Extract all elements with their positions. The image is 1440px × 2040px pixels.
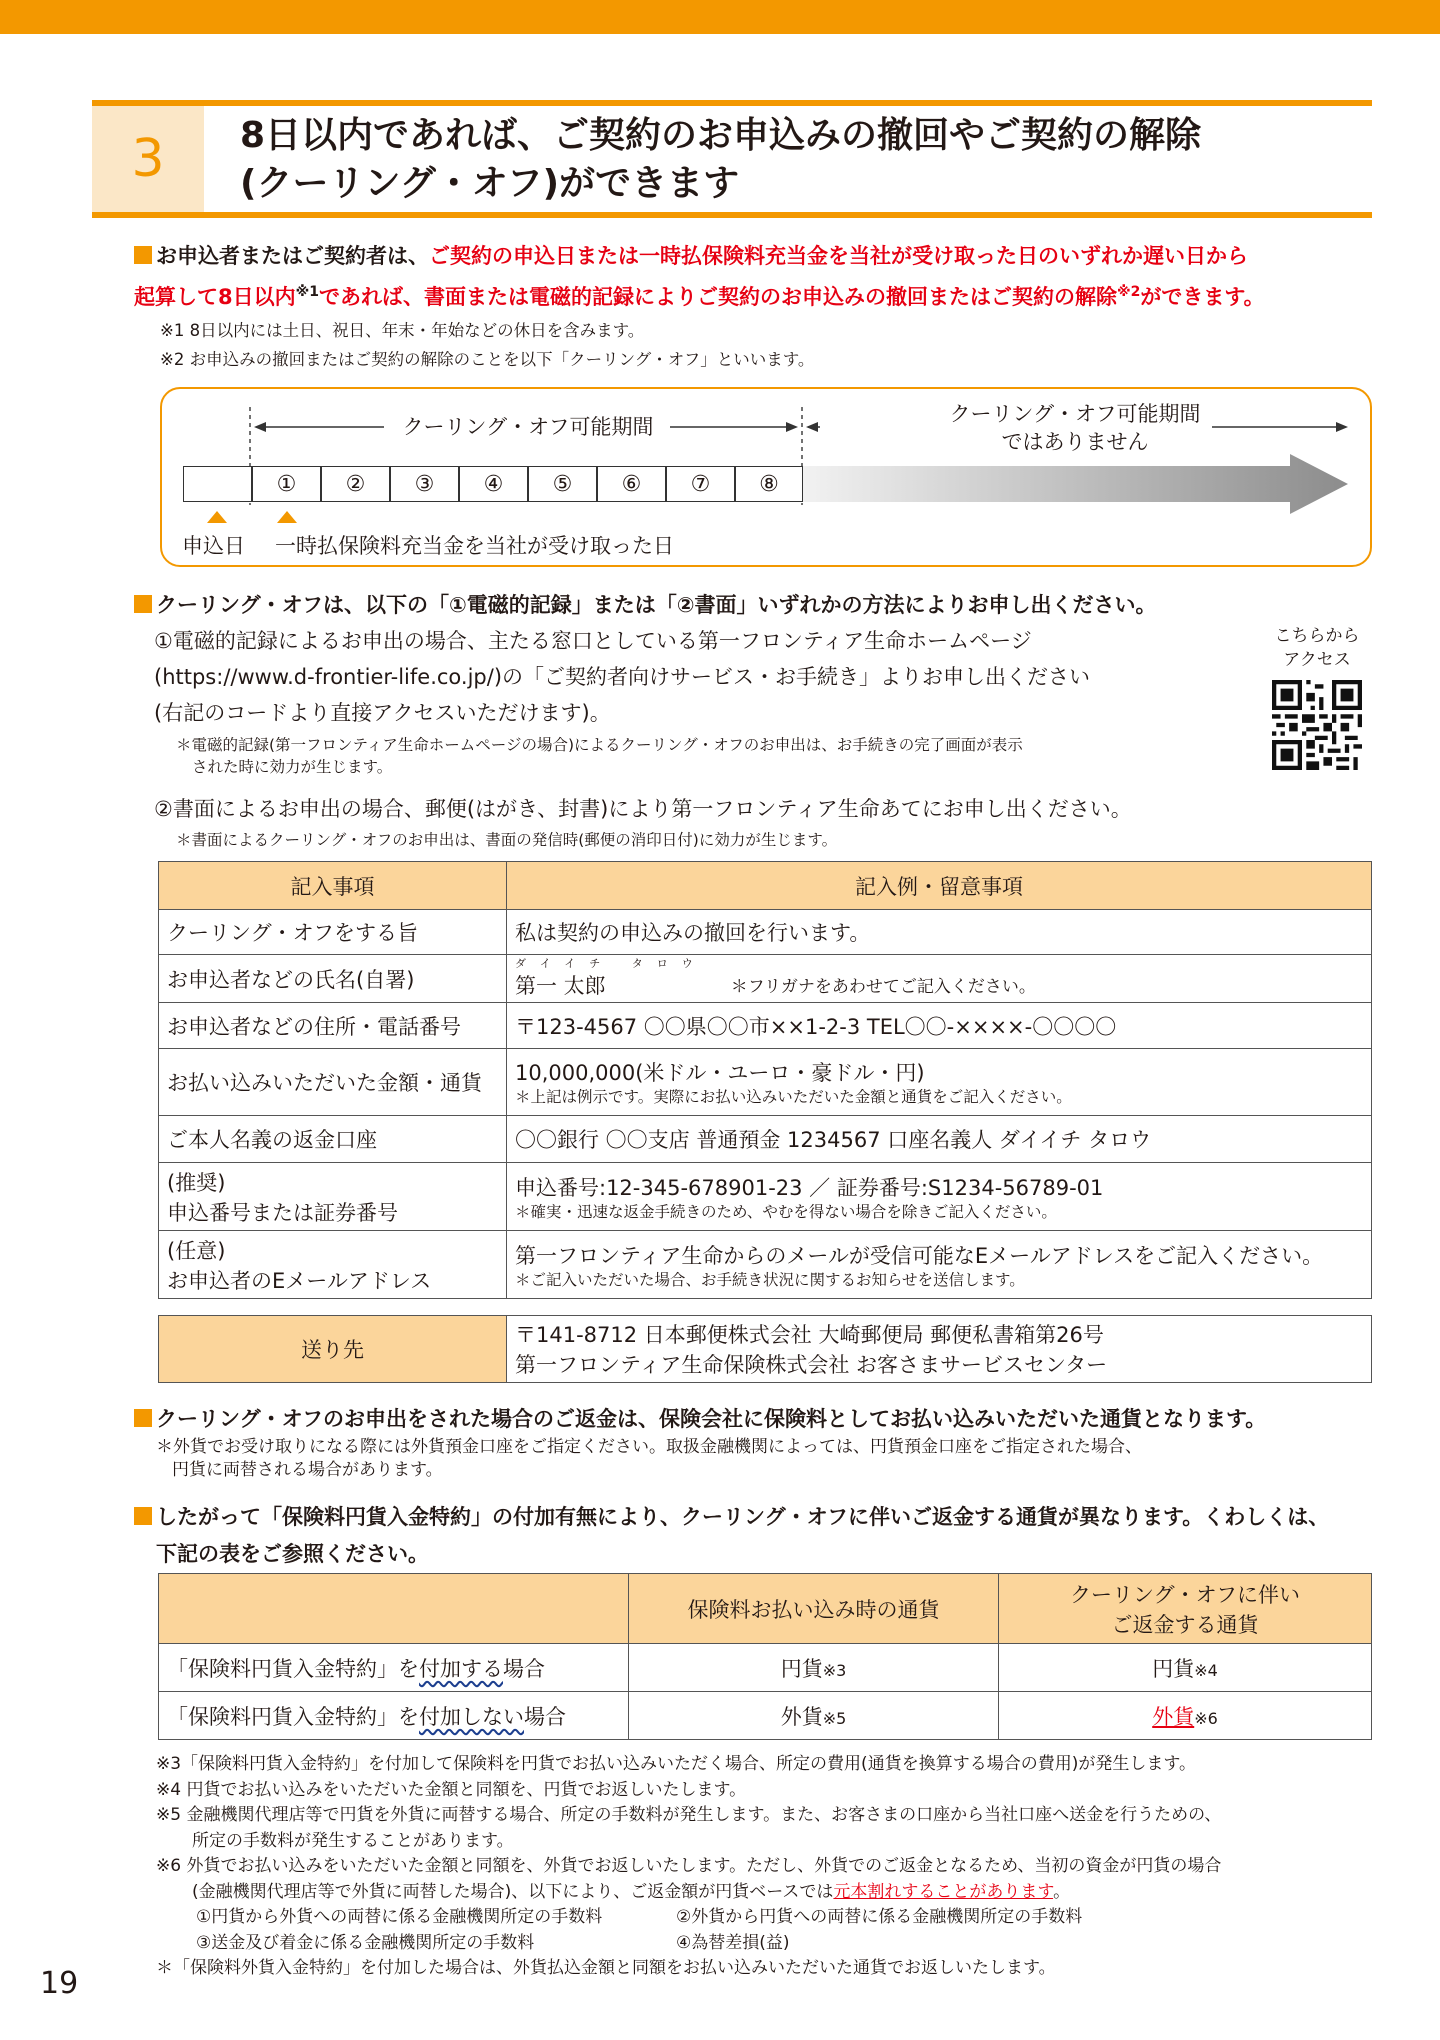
form-table bbox=[158, 861, 1372, 1299]
method-1-note bbox=[176, 734, 1023, 778]
intro-paragraph bbox=[134, 238, 1384, 315]
page-number: 19 bbox=[40, 1966, 79, 2001]
intro-note-2: ※2 お申込みの撤回またはご契約の解除のことを以下「クーリング・オフ」といいます。 bbox=[160, 350, 815, 369]
refund-heading: クーリング・オフのお申出をされた場合のご返金は、保険会社に保険料としてお払い込みいただいた通貨となります。 bbox=[134, 1401, 1266, 1437]
form-table-header-item: 記入事項 bbox=[159, 862, 507, 910]
method-1-line3: (右記のコードより直接アクセスいただけます)。 bbox=[154, 701, 611, 725]
receipt-day-label: 一時払保険料充当金を当社が受け取った日 bbox=[275, 534, 674, 558]
intro-note-1: ※1 8日以内には土日、祝日、年末・年始などの休日を含みます。 bbox=[160, 321, 645, 340]
header-rule-bottom bbox=[92, 212, 1372, 218]
not-period-gradient-arrow bbox=[802, 454, 1348, 514]
currency-table bbox=[158, 1573, 1372, 1740]
refund-note: ＊外貨でお受け取りになる際には外貨預金口座をご指定ください。取扱金融機関によっては、円貨預金口座をご指定された場合、 円貨に両替される場合があります。 bbox=[156, 1437, 1142, 1480]
apply-day-label: 申込日 bbox=[182, 534, 245, 558]
day-cell-2: ② bbox=[321, 466, 390, 502]
method-1-line1: ①電磁的記録によるお申出の場合、主たる窓口としている第一フロンティア生命ホームページ bbox=[154, 629, 1032, 653]
table-row: (任意) お申込者のEメールアドレス 第一フロンティア生命からのメールが受信可能なEメールアドレスをご記入ください。 ＊ご記入いただいた場合、お手続き状況に関するお知らせを送信します。 bbox=[159, 1231, 1372, 1299]
table-row: お払い込みいただいた金額・通貨 10,000,000(米ドル・ユーロ・豪ドル・円) ＊上記は例示です。実際にお払い込みいただいた金額と通貨をご記入ください。 bbox=[159, 1049, 1372, 1116]
table-row: クーリング・オフをする旨 私は契約の申込みの撤回を行います。 bbox=[159, 910, 1372, 955]
section-title bbox=[240, 112, 1360, 208]
send-to-label: 送り先 bbox=[159, 1316, 507, 1383]
table-row: 「保険料円貨入金特約」を付加する場合 円貨※3 円貨※4 bbox=[159, 1644, 1372, 1692]
section-title-line1: 8日以内であれば、ご契約のお申込みの撤回やご契約の解除 bbox=[240, 115, 1202, 156]
name-furigana: ダイイチ タロウ bbox=[515, 956, 707, 970]
day-cell-0 bbox=[183, 466, 252, 502]
section-header bbox=[92, 100, 1372, 218]
day-cell-8: ⑧ bbox=[735, 466, 803, 502]
footnote-ref-2: ※2 bbox=[1116, 284, 1141, 300]
method-2: ②書面によるお申出の場合、郵便(はがき、封書)により第一フロンティア生命あてにお申し出ください。 bbox=[154, 797, 1132, 821]
footnote-ref-1: ※1 bbox=[295, 284, 319, 300]
form-table-header-example: 記入例・留意事項 bbox=[507, 862, 1372, 910]
intro-red-2a: 起算して8日以内 bbox=[134, 285, 296, 309]
method-1-note-line1: ＊電磁的記録(第一フロンティア生命ホームページの場合)によるクーリング・オフのお申出は、お手続きの完了画面が表示 bbox=[176, 736, 1023, 754]
table-row: 「保険料円貨入金特約」を付加しない場合 外貨※5 外貨※6 bbox=[159, 1692, 1372, 1740]
not-period-line1: クーリング・オフ可能期間 bbox=[949, 402, 1201, 426]
header-rule-top bbox=[92, 100, 1372, 106]
apply-day-marker-icon bbox=[207, 511, 227, 523]
bullet-square-icon bbox=[134, 1409, 152, 1427]
day-cell-6: ⑥ bbox=[597, 466, 666, 502]
send-to-address: 〒141-8712 日本郵便株式会社 大崎郵便局 郵便私書箱第26号 bbox=[515, 1323, 1104, 1347]
intro-red-1: ご契約の申込日または一時払保険料充当金を当社が受け取った日のいずれか遅い日から bbox=[429, 244, 1248, 268]
method-2-note: ＊書面によるクーリング・オフのお申出は、書面の発信時(郵便の消印日付)に効力が生じます。 bbox=[176, 831, 838, 849]
intro-lead: お申込者またはご契約者は、 bbox=[156, 244, 429, 268]
intro-red-2b: であれば、書面または電磁的記録によりご契約のお申込みの撤回またはご契約の解除 bbox=[318, 285, 1117, 309]
refund-heading-2: したがって「保険料円貨入金特約」の付加有無により、クーリング・オフに伴いご返金する通貨が異なります。くわしくは、 下記の表をご参照ください。 bbox=[134, 1499, 1329, 1573]
qr-code-icon[interactable] bbox=[1272, 680, 1362, 770]
section-number: 3 bbox=[92, 106, 204, 212]
section-title-line2: (クーリング・オフ)ができます bbox=[240, 163, 740, 204]
method-1-note-line2: された時に効力が生じます。 bbox=[192, 758, 393, 776]
table-row: お申込者などの氏名(自署) ダイイチ タロウ 第一 太郎 ＊フリガナをあわせてご記入ください。 bbox=[159, 955, 1372, 1003]
table-row: ご本人名義の返金口座 〇〇銀行 〇〇支店 普通預金 1234567 口座名義人 ダイイチ タロウ bbox=[159, 1116, 1372, 1163]
table-row: お申込者などの住所・電話番号 〒123-4567 〇〇県〇〇市××1-2-3 TEL〇〇-××××-〇〇〇〇 bbox=[159, 1003, 1372, 1049]
send-to-table bbox=[158, 1315, 1372, 1383]
not-period-line2: ではありません bbox=[1001, 430, 1149, 454]
footnotes: ※3「保険料円貨入金特約」を付加して保険料を円貨でお払い込みいただく場合、所定の費用(通貨を換算する場合の費用)が発生します。 ※4 円貨でお払い込みをいただいた金額と同額を、円貨でお返しいたします。 ※5 金融機関代理店等で円貨を外貨に両替する場合、所定の手数料が発生します。また、お客さまの口座から当社口座へ送金を行うための、 所定の手数料が発生することがあります。 ※6 外貨でお払い込みをいただいた金額と同額を、外貨でお返しいたします。ただし、外貨でのご返金となるため、当初の資金が円貨の場合 (金融機関代理店等で外貨に両替した場合)、以下により、ご返金額が円貨ベースでは元本割れすることがあります。 ①円貨から外貨への両替に係る金融機関所定の手数料 ②外貨から円貨への両替に係る金融機関所定の手数料 ③送金及び着金に係る金融機関所定の手数料 ④為替差損(益) ＊「保険料外貨入金特約」を付加した場合は、外貨払込金額と同額をお払い込みいただいた通貨でお返しいたします。 bbox=[156, 1754, 1222, 1978]
method-1-line2: (https://www.d-frontier-life.co.jp/)の「ご契約者向けサービス・お手続き」よりお申し出ください bbox=[154, 665, 1091, 689]
period-label: クーリング・オフ可能期間 bbox=[402, 415, 654, 439]
send-to-recipient: 第一フロンティア生命保険株式会社 お客さまサービスセンター bbox=[515, 1353, 1108, 1377]
currency-col-payment: 保険料お払い込み時の通貨 bbox=[629, 1574, 999, 1644]
bullet-square-icon bbox=[134, 595, 152, 613]
method-1 bbox=[154, 623, 1254, 731]
top-color-bar bbox=[0, 0, 1440, 34]
day-cell-7: ⑦ bbox=[666, 466, 735, 502]
day-cell-3: ③ bbox=[390, 466, 459, 502]
table-row: (推奨) 申込番号または証券番号 申込番号:12-345-678901-23 ／ 証券番号:S1234-56789-01 ＊確実・迅速な返金手続きのため、やむを得ない場合を除きご記入ください。 bbox=[159, 1163, 1372, 1231]
methods-heading: クーリング・オフは、以下の「①電磁的記録」または「②書面」いずれかの方法によりお申し出ください。 bbox=[134, 587, 1157, 623]
currency-col-refund: クーリング・オフに伴い ご返金する通貨 bbox=[999, 1574, 1372, 1644]
not-period-label bbox=[920, 400, 1230, 456]
qr-caption: こちらから アクセス bbox=[1274, 626, 1360, 670]
bullet-square-icon bbox=[134, 246, 152, 264]
receipt-day-marker-icon bbox=[277, 511, 297, 523]
bullet-square-icon bbox=[134, 1507, 152, 1525]
day-cell-1: ① bbox=[252, 466, 321, 502]
intro-tail: ができます。 bbox=[1140, 285, 1265, 309]
day-cell-4: ④ bbox=[459, 466, 528, 502]
day-cell-5: ⑤ bbox=[528, 466, 597, 502]
